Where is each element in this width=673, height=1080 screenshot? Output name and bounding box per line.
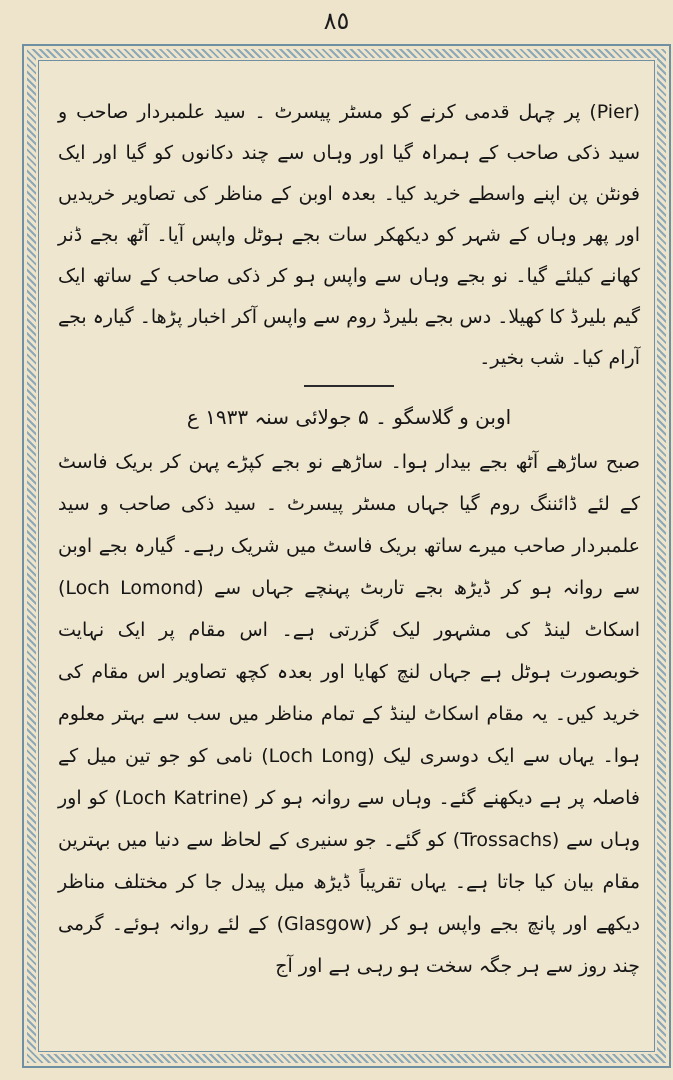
section-heading: اوبن و گلاسگو ۔ ۵ جولائی سنہ ۱۹۳۳ ع [186, 405, 512, 429]
section-divider [304, 385, 394, 387]
page-number: ٨٥ [323, 7, 350, 35]
diary-entry-paragraph-2: صبح ساڑھے آٹھ بجے بیدار ہوا۔ ساڑھے نو بجے کپڑے پہن کر بریک فاسٹ کے لئے ڈائننگ روم گیا جہاں مسٹر پیسرٹ ۔ سید ذکی صاحب و سید علمبردار صاحب میرے ساتھ بریک فاسٹ میں شریک رہے۔ گیارہ بجے اوبن سے روانہ ہو کر ڈیڑھ بجے تاربٹ پہنچے جہاں سے (Loch Lomond) اسکاٹ لینڈ کی مشہور لیک گزرتی ہے۔ اس مقام پر ایک نہایت خوبصورت ہوٹل ہے جہاں لنچ کھایا اور بعدہ کچھ تصاویر اس مقام کی خرید کیں۔ یہ مقام اسکاٹ لینڈ کے تمام مناظر میں سب سے بہتر معلوم ہوا۔ یہاں سے ایک دوسری لیک (Loch Long) نامی کو جو تین میل کے فاصلہ پر ہے دیکھنے گئے۔ وہاں سے روانہ ہو کر (Loch Katrine) کو اور وہاں سے (Trossachs) کو گئے۔ جو سنیری کے لحاظ سے دنیا میں بہترین مقام بیان کیا جاتا ہے۔ یہاں تقریباً ڈیڑھ میل پیدل جا کر مختلف مناظر دیکھے اور پانچ بجے واپس ہو کر (Glasgow) کے لئے روانہ ہوئے۔ گرمی چند روز سے ہر جگہ سخت ہو رہی ہے اور آج [58, 451, 640, 977]
page-content [58, 92, 640, 987]
diary-entry-paragraph-1: (Pier) پر چہل قدمی کرنے کو مسٹر پیسرٹ ۔ سید علمبردار صاحب و سید ذکی صاحب کے ہمراہ گیا اور وہاں سے چند دکانوں کو گیا اور ایک فونٹن پن اپنے واسطے خرید کیا۔ بعدہ اوبن کے مناظر کی تصاویر خریدیں اور پھر وہاں کے شہر کو دیکھکر سات بجے ہوٹل واپس آیا۔ آٹھ بجے ڈنر کھانے کیلئے گیا۔ نو بجے وہاں سے واپس ہو کر ذکی صاحب کے ساتھ ایک گیم بلیرڈ کا کھیلا۔ دس بجے بلیرڈ روم سے واپس آکر اخبار پڑھا۔ گیارہ بجے آرام کیا۔ شب بخیر۔ [58, 101, 640, 369]
